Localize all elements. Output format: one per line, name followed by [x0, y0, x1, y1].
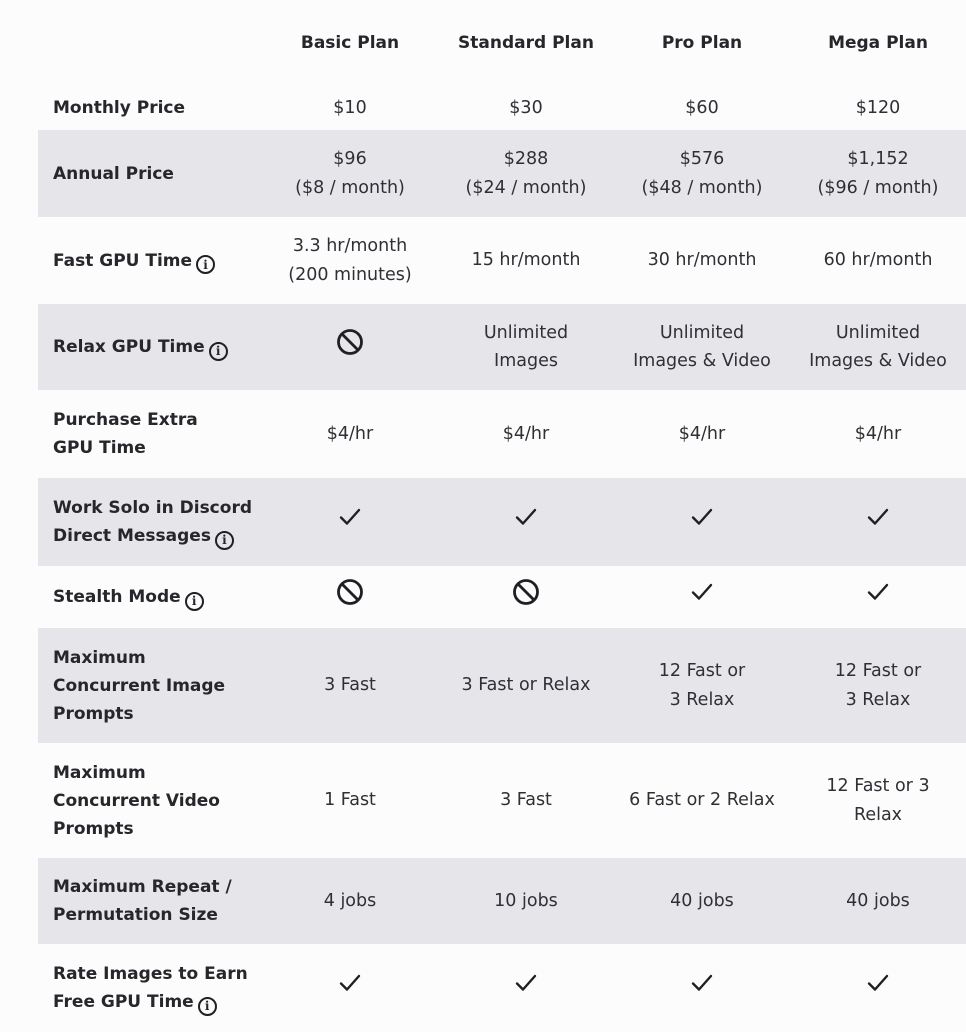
cell-pro: $60	[685, 97, 719, 118]
row-monthly-price	[38, 86, 966, 130]
cell-pro: 30 hr/month	[647, 250, 757, 271]
cell-standard: $4/hr	[502, 423, 550, 444]
cell-standard: $30	[509, 97, 543, 118]
cell-basic	[262, 507, 438, 537]
cell-basic: 1 Fast	[324, 790, 376, 811]
cell-basic	[262, 578, 438, 616]
cell-pro: Unlimited Images & Video	[633, 322, 771, 371]
cell-basic	[262, 973, 438, 1003]
check-icon	[867, 973, 889, 1003]
row-label-text: Work Solo in Discord Direct Messages	[53, 498, 252, 546]
check-icon	[867, 582, 889, 612]
row-label	[38, 247, 262, 275]
cell-mega	[790, 507, 966, 537]
cell-mega: Unlimited Images & Video	[809, 322, 947, 371]
check-icon	[339, 973, 361, 1003]
row-label: Maximum Concurrent Image Prompts	[53, 647, 226, 724]
cell-mega: 12 Fast or 3 Relax	[834, 661, 922, 710]
row-label: Monthly Price	[53, 98, 186, 118]
cell-pro: 40 jobs	[670, 890, 734, 911]
row-stealth-mode	[38, 566, 966, 628]
cell-mega: 12 Fast or 3 Relax	[826, 776, 930, 825]
cell-standard: $288 ($24 / month)	[465, 149, 587, 198]
cell-standard: 3 Fast or Relax	[461, 675, 591, 696]
cell-standard	[438, 507, 614, 537]
cell-pro: $576 ($48 / month)	[641, 149, 763, 198]
not-included-icon	[336, 328, 364, 366]
cell-basic: 3.3 hr/month (200 minutes)	[288, 236, 412, 285]
cell-basic: 3 Fast	[324, 675, 376, 696]
cell-standard: 10 jobs	[494, 890, 558, 911]
cell-pro	[614, 973, 790, 1003]
plan-header-pro: Pro Plan	[661, 32, 743, 53]
cell-mega: $4/hr	[854, 423, 902, 444]
info-icon[interactable]: i	[209, 342, 228, 361]
check-icon	[691, 973, 713, 1003]
cell-pro: $4/hr	[678, 423, 726, 444]
cell-basic: 4 jobs	[323, 890, 377, 911]
row-fast-gpu-time	[38, 217, 966, 304]
info-icon[interactable]: i	[215, 531, 234, 550]
info-icon[interactable]: i	[198, 997, 217, 1016]
check-icon	[515, 973, 537, 1003]
row-max-concurrent-video-prompts	[38, 743, 966, 858]
cell-standard: 15 hr/month	[471, 250, 581, 271]
row-label: Maximum Repeat / Permutation Size	[53, 877, 232, 925]
row-work-solo-discord	[38, 478, 966, 566]
row-max-concurrent-image-prompts	[38, 628, 966, 743]
check-icon	[691, 582, 713, 612]
check-icon	[339, 507, 361, 537]
cell-basic	[262, 328, 438, 366]
cell-pro: 6 Fast or 2 Relax	[629, 790, 775, 811]
info-icon[interactable]: i	[185, 592, 204, 611]
plan-header-standard: Standard Plan	[458, 32, 594, 53]
row-purchase-extra-gpu-time	[38, 390, 966, 478]
cell-basic: $96 ($8 / month)	[295, 149, 405, 198]
row-label: Purchase Extra GPU Time	[53, 410, 198, 458]
row-label	[38, 333, 262, 361]
cell-pro	[614, 582, 790, 612]
row-label: Maximum Concurrent Video Prompts	[53, 762, 220, 839]
cell-mega	[790, 973, 966, 1003]
cell-standard	[438, 578, 614, 616]
cell-basic: $10	[333, 97, 367, 118]
row-label-text: Stealth Mode	[53, 587, 181, 607]
row-label-text: Relax GPU Time	[53, 337, 205, 357]
pricing-table	[38, 0, 966, 1032]
plan-header-mega: Mega Plan	[828, 32, 928, 53]
row-annual-price	[38, 130, 966, 217]
row-label	[38, 494, 262, 550]
check-icon	[867, 507, 889, 537]
row-label	[38, 960, 262, 1016]
row-relax-gpu-time	[38, 304, 966, 390]
cell-standard: 3 Fast	[500, 790, 552, 811]
row-label-text: Fast GPU Time	[53, 250, 193, 271]
not-included-icon	[512, 578, 540, 616]
cell-mega	[790, 582, 966, 612]
cell-standard: Unlimited Images	[483, 322, 569, 371]
cell-standard	[438, 973, 614, 1003]
row-label-text: Rate Images to Earn Free GPU Time	[53, 964, 248, 1012]
cell-mega: $120	[855, 97, 901, 118]
cell-basic: $4/hr	[326, 423, 374, 444]
info-icon[interactable]: i	[196, 255, 215, 274]
cell-mega: 40 jobs	[846, 890, 910, 911]
cell-mega: $1,152 ($96 / month)	[817, 149, 939, 198]
row-label: Annual Price	[53, 163, 174, 184]
plan-header-basic: Basic Plan	[300, 32, 400, 53]
row-rate-images	[38, 944, 966, 1032]
check-icon	[691, 507, 713, 537]
header-row	[38, 0, 966, 86]
cell-pro: 12 Fast or 3 Relax	[658, 661, 746, 710]
cell-mega: 60 hr/month	[823, 250, 933, 271]
cell-pro	[614, 507, 790, 537]
not-included-icon	[336, 578, 364, 616]
row-label	[38, 583, 262, 611]
row-max-repeat-permutation	[38, 858, 966, 944]
check-icon	[515, 507, 537, 537]
